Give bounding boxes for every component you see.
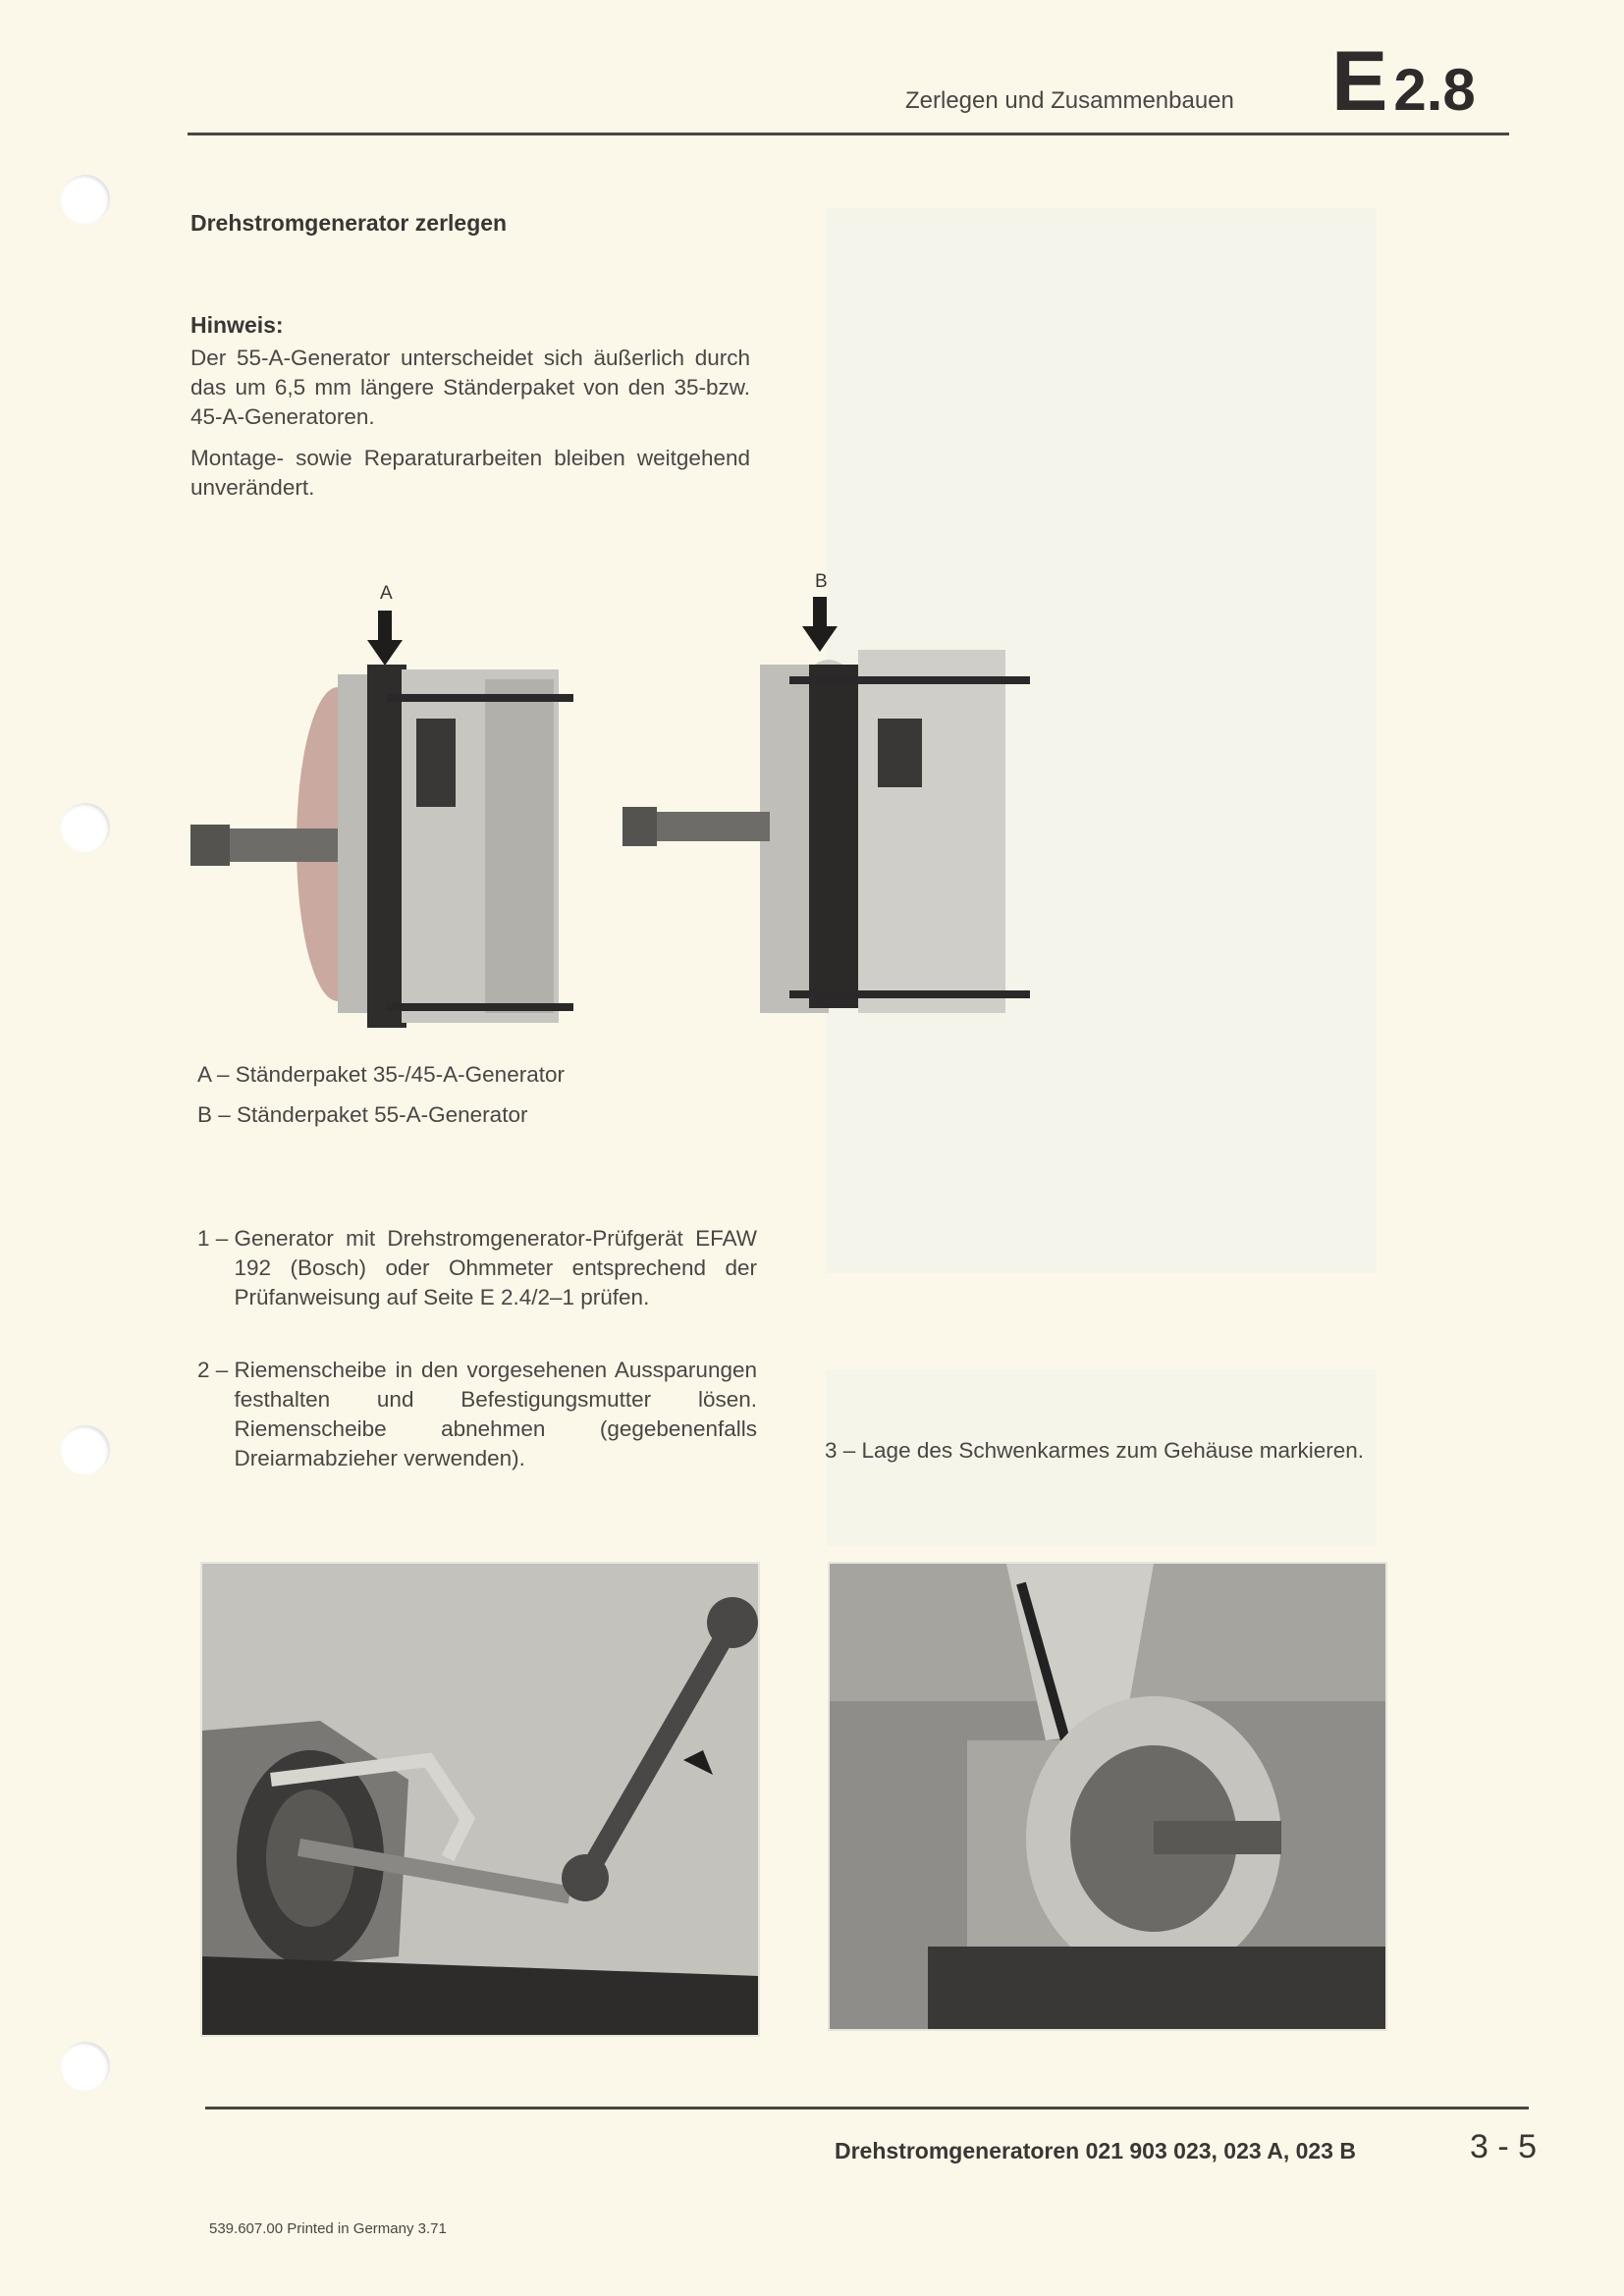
photo-marking-housing [828,1562,1387,2031]
step-text: Generator mit Drehstromgenerator-Prüfgerät EFAW 192 (Bosch) oder Ohmmeter entsprechend der Prüfanweisung auf Seite E 2.4/2–1 prüfen. [234,1226,757,1309]
step-text: Lage des Schwenkarmes zum Gehäuse markieren. [861,1438,1365,1463]
caption-a: A – Ständerpaket 35-/45-A-Generator [197,1062,565,1087]
note-label: Hinweis: [190,312,284,338]
footer-title: Drehstromgeneratoren 021 903 023, 023 A, 023 B [835,2138,1356,2163]
chapter-number: 2.8 [1393,57,1476,123]
note-paragraph: Der 55-A-Generator unterscheidet sich äußerlich durch das um 6,5 mm längere Ständerpaket von den 35-bzw. 45-A-Generatoren. [190,346,750,429]
page-heading: Drehstromgenerator zerlegen [190,210,508,236]
step-number: 2 – [197,1358,235,1382]
print-note: 539.607.00 Printed in Germany 3.71 [209,2220,447,2237]
step-number: 1 – [197,1226,235,1251]
step-text: Riemenscheibe in den vorgesehenen Aussparungen festhalten und Befestigungsmutter lösen. Riemenscheibe abnehmen (gegebenenfalls Dreiarmabzieher verwenden). [234,1358,757,1470]
note-paragraph: Montage- sowie Reparaturarbeiten bleiben weitgehend unverändert. [190,446,750,500]
generator-comparison-figure [190,571,1055,1033]
punch-hole [61,803,110,852]
step-number: 3 – [825,1438,862,1463]
marker-b: B [815,571,828,592]
marker-a: A [380,583,393,604]
step-1 [197,1224,757,1312]
header-rule [188,133,1509,135]
generator-a [190,665,573,1028]
generator-photo [190,571,1055,1033]
chapter-letter: E [1331,34,1388,129]
chapter-badge [1331,34,1476,129]
step-2 [197,1356,757,1473]
step-3 [825,1436,1384,1466]
arrow-down-icon [802,597,838,652]
photo-pulley-removal [200,1562,760,2037]
footer-rule [205,2107,1529,2109]
caption-b: B – Ständerpaket 55-A-Generator [197,1102,528,1127]
punch-hole [61,1425,110,1474]
generator-b [623,650,1030,1013]
section-title: Zerlegen und Zusammenbauen [905,87,1234,114]
punch-hole [61,175,110,224]
punch-hole [61,2042,110,2091]
page-number: 3 - 5 [1470,2128,1538,2165]
arrow-down-icon [367,611,403,666]
